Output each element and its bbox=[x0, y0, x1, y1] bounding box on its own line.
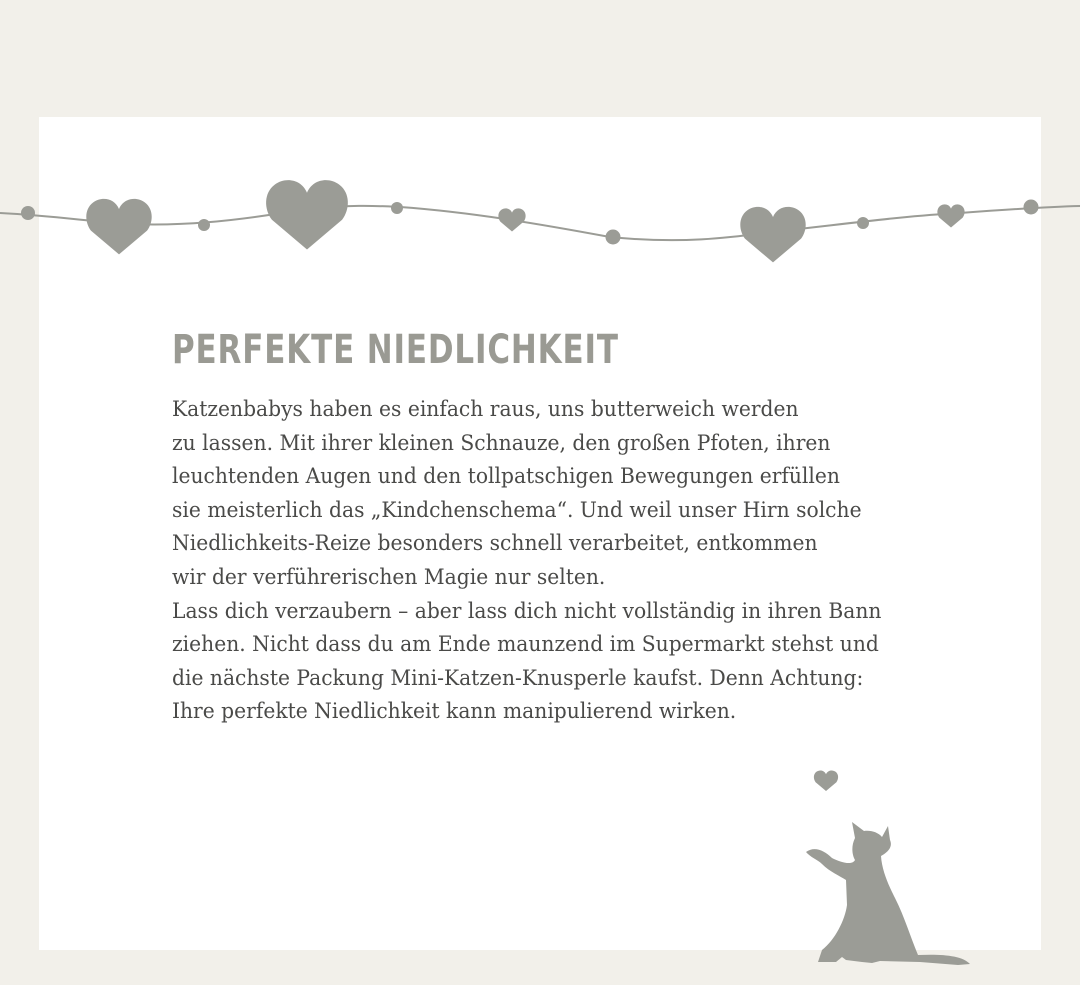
text-line: ziehen. Nicht dass du am Ende maunzend im Supermarkt stehst und bbox=[172, 632, 879, 657]
text-line: die nächste Packung Mini-Katzen-Knusperle kaufst. Denn Achtung: bbox=[172, 665, 864, 690]
text-line: leuchtenden Augen und den tollpatschigen Bewegungen erfüllen bbox=[172, 464, 840, 489]
cat-illustration bbox=[795, 760, 980, 975]
page-title: PERFEKTE NIEDLICHKEIT bbox=[172, 327, 619, 373]
text-line: sie meisterlich das „Kindchenschema“. Und weil unser Hirn solche bbox=[172, 497, 862, 522]
text-line: Niedlichkeits-Reize besonders schnell verarbeitet, entkommen bbox=[172, 531, 818, 556]
heart-icon bbox=[814, 770, 838, 791]
text-line: Katzenbabys haben es einfach raus, uns butterweich werden bbox=[172, 397, 799, 421]
heart-garland-icon bbox=[0, 170, 1080, 270]
text-line: Lass dich verzaubern – aber lass dich nicht vollständig in ihren Bann bbox=[172, 598, 882, 623]
text-line: wir der verführerischen Magie nur selten. bbox=[172, 564, 606, 589]
body-paragraph bbox=[172, 393, 932, 729]
text-line: zu lassen. Mit ihrer kleinen Schnauze, den großen Pfoten, ihren bbox=[172, 430, 831, 455]
cat-silhouette-icon bbox=[806, 822, 970, 965]
text-line: Ihre perfekte Niedlichkeit kann manipulierend wirken. bbox=[172, 699, 737, 724]
